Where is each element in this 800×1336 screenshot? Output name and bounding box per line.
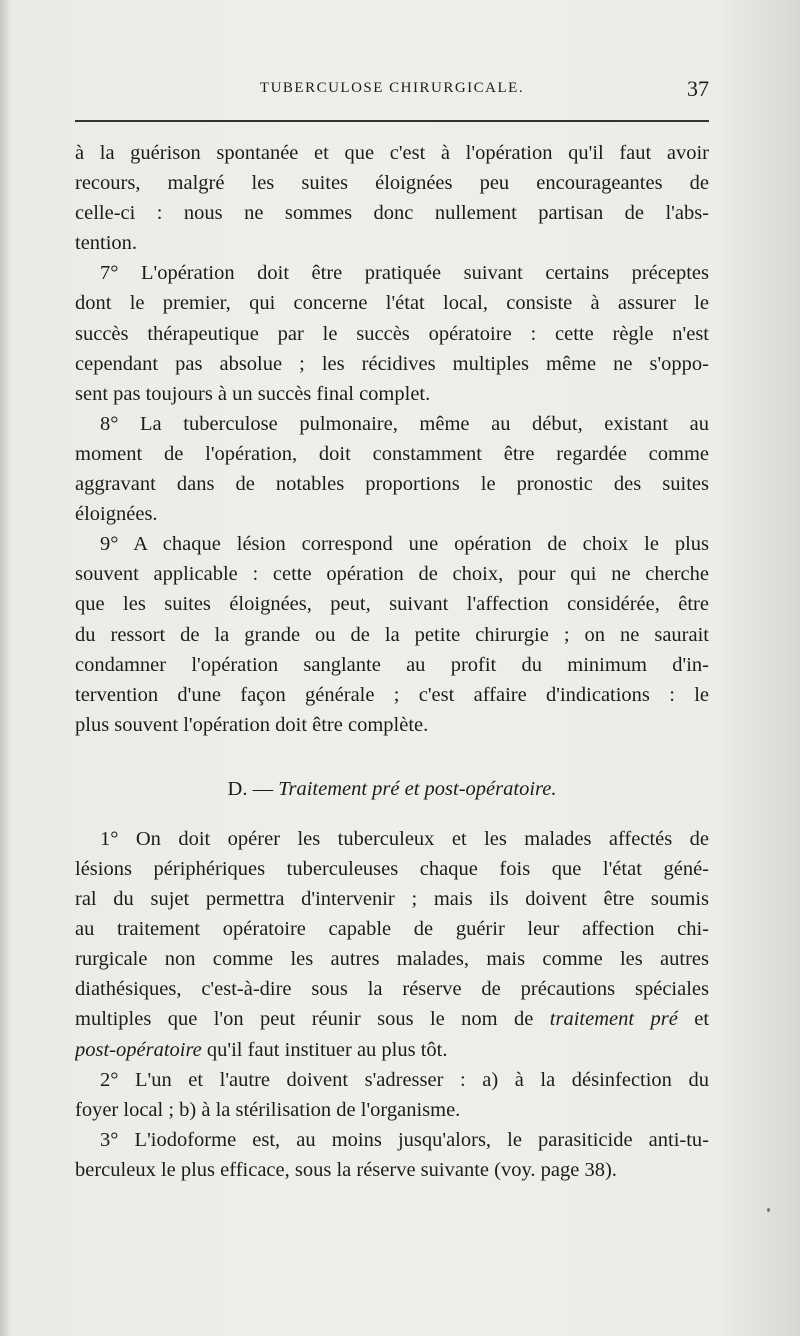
text-line: 3° L'iodoforme est, au moins jusqu'alors, le parasiticide anti-tu-	[100, 1128, 709, 1151]
text-line: condamner l'opération sanglante au profit du minimum d'in-	[75, 653, 709, 676]
text-run-italic: traitement pré	[549, 1008, 678, 1031]
text-line: tention.	[75, 232, 138, 255]
text-run-italic: post-opératoire	[75, 1038, 202, 1061]
text-line: tervention d'une façon générale ; c'est affaire d'indications : le	[75, 683, 709, 706]
text-line: 7° L'opération doit être pratiquée suivant certains préceptes	[100, 262, 709, 285]
text-line: souvent applicable : cette opération de choix, pour qui ne cherche	[75, 563, 709, 586]
text-line: plus souvent l'opération doit être complète.	[75, 713, 429, 736]
running-head	[75, 76, 709, 104]
text-line: 9° A chaque lésion correspond une opération de choix le plus	[100, 533, 709, 556]
text-line: ral du sujet permettra d'intervenir ; mais ils doivent être soumis	[75, 888, 709, 911]
section-label: D. —	[227, 777, 274, 800]
body-text	[75, 138, 709, 1185]
text-line: recours, malgré les suites éloignées peu encourageantes de	[75, 172, 709, 195]
header-rule	[75, 120, 709, 122]
text-line: cependant pas absolue ; les récidives multiples même ne s'oppo-	[75, 352, 709, 375]
text-line: berculeux le plus efficace, sous la réserve suivante (voy. page 38).	[75, 1158, 617, 1181]
text-line: moment de l'opération, doit constamment être regardée comme	[75, 442, 709, 465]
paper-speck	[767, 1208, 770, 1212]
section-title: Traitement pré et post-opératoire.	[278, 777, 557, 800]
text-line: diathésiques, c'est-à-dire sous la réserve de précautions spéciales	[75, 978, 709, 1001]
running-title: TUBERCULOSE CHIRURGICALE.	[259, 80, 525, 96]
text-line: éloignées.	[75, 503, 158, 526]
text-line: que les suites éloignées, peut, suivant l'affection considérée, être	[75, 593, 709, 616]
text-line: succès thérapeutique par le succès opératoire : cette règle n'est	[75, 322, 709, 345]
text-line: du ressort de la grande ou de la petite chirurgie ; on ne saurait	[75, 623, 709, 646]
text-line: lésions périphériques tuberculeuses chaque fois que l'état géné-	[75, 857, 709, 880]
text-line: foyer local ; b) à la stérilisation de l'organisme.	[75, 1098, 461, 1121]
text-line: 8° La tuberculose pulmonaire, même au début, existant au	[100, 412, 709, 435]
text-run: multiples que l'on peut réunir sous le nom de	[75, 1008, 534, 1031]
text-run: qu'il faut instituer au plus tôt.	[206, 1038, 448, 1061]
text-line: 1° On doit opérer les tuberculeux et les malades affectés de	[100, 827, 709, 850]
text-run: et	[694, 1008, 709, 1031]
text-line: dont le premier, qui concerne l'état local, consiste à assurer le	[75, 292, 709, 315]
text-line: au traitement opératoire capable de guérir leur affection chi-	[75, 918, 709, 941]
text-line: à la guérison spontanée et que c'est à l'opération qu'il faut avoir	[75, 142, 709, 164]
text-line: sent pas toujours à un succès final complet.	[75, 382, 431, 405]
text-line: celle-ci : nous ne sommes donc nullement partisan de l'abs-	[75, 202, 709, 225]
text-line-mixed	[75, 1035, 709, 1065]
page-number: 37	[687, 76, 709, 101]
section-heading	[75, 774, 709, 804]
text-line: rurgicale non comme les autres malades, mais comme les autres	[75, 948, 709, 971]
text-line-mixed	[75, 1004, 709, 1034]
text-line: aggravant dans de notables proportions le pronostic des suites	[75, 473, 709, 496]
text-line: 2° L'un et l'autre doivent s'adresser : a) à la désinfection du	[100, 1068, 709, 1091]
